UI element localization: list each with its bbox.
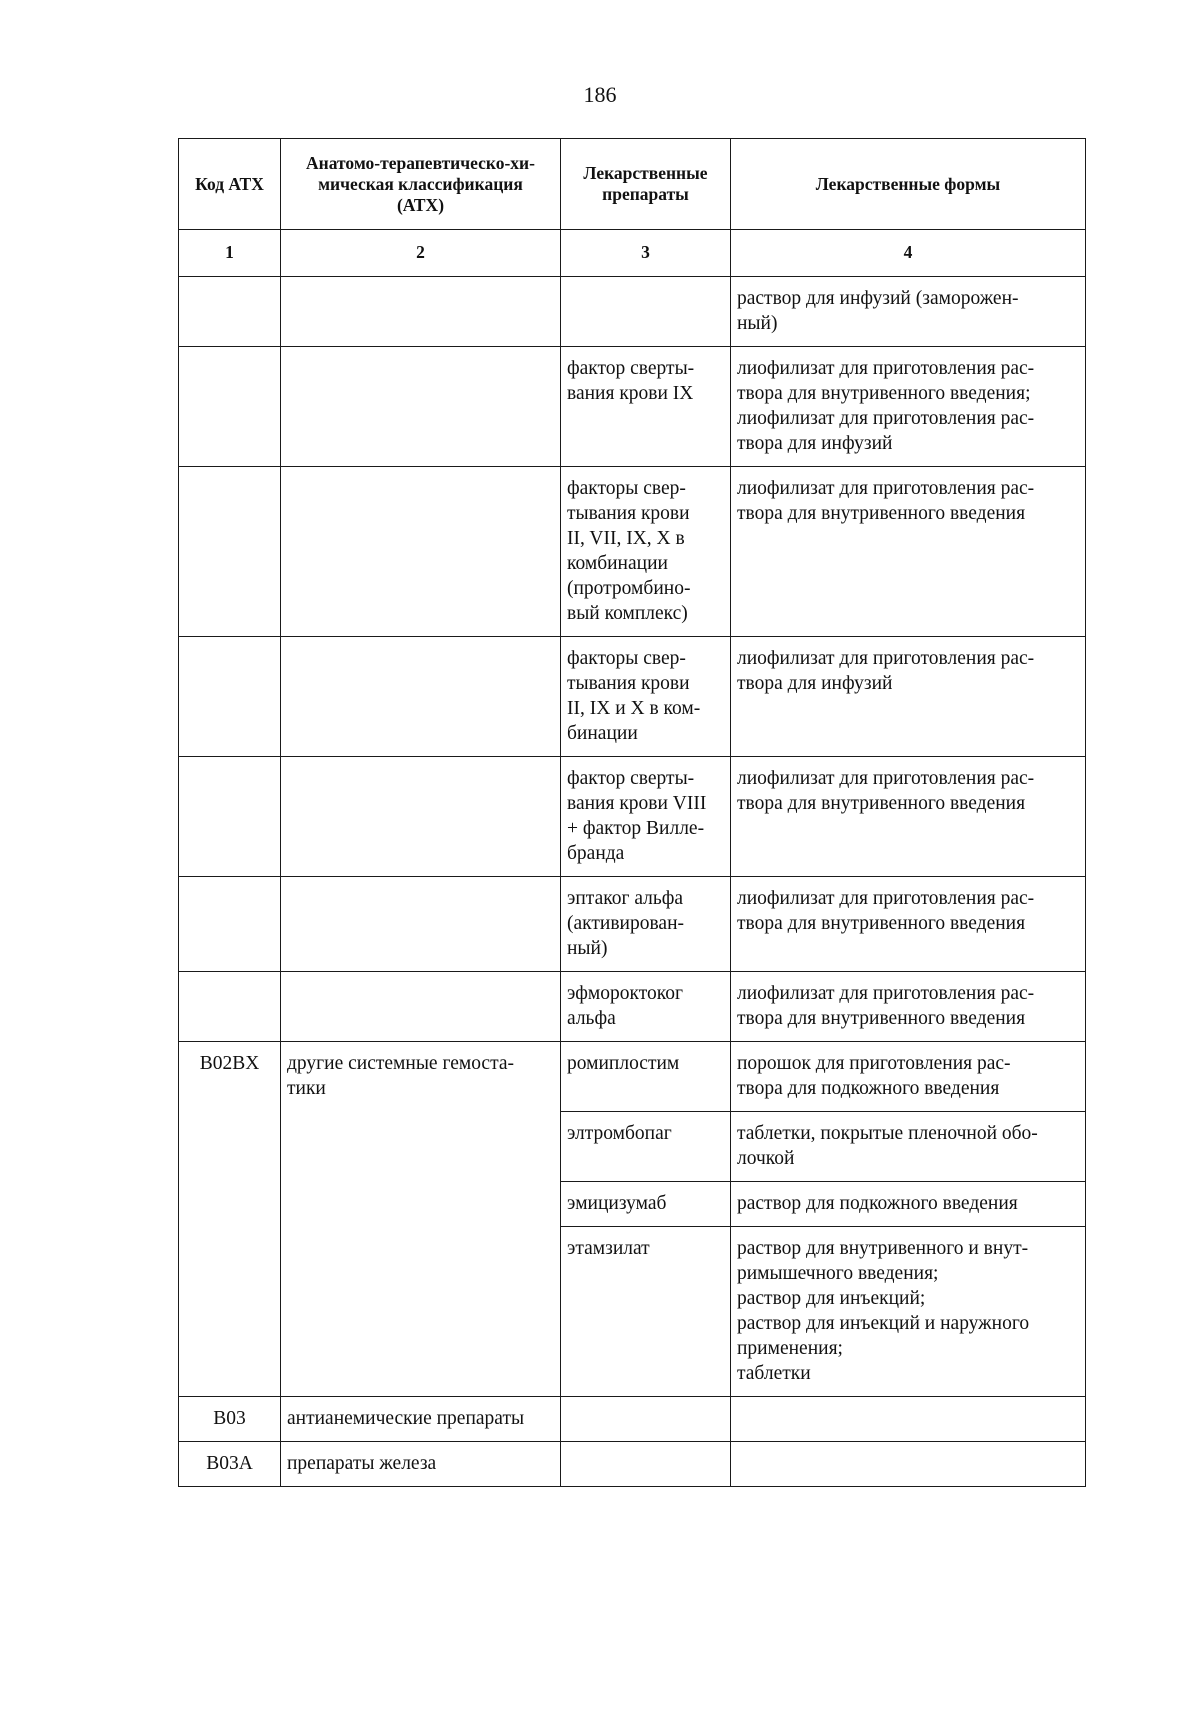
drug-cell bbox=[561, 277, 731, 347]
table-row bbox=[179, 637, 1086, 757]
table-row bbox=[179, 347, 1086, 467]
atx-code-cell bbox=[179, 637, 281, 757]
dosage-form-cell: раствор для подкожного введения bbox=[731, 1182, 1086, 1227]
table-row bbox=[179, 1042, 1086, 1112]
drug-cell: эмицизумаб bbox=[561, 1182, 731, 1227]
classification-cell bbox=[281, 972, 561, 1042]
header-atx-code: Код АТХ bbox=[179, 139, 281, 230]
column-number-row bbox=[179, 230, 1086, 277]
column-number: 1 bbox=[179, 230, 281, 277]
table-row bbox=[179, 277, 1086, 347]
drug-cell: эфмороктоког альфа bbox=[561, 972, 731, 1042]
dosage-form-cell: лиофилизат для приготовления рас- твора для внутривенного введения bbox=[731, 877, 1086, 972]
classification-cell bbox=[281, 277, 561, 347]
drug-cell: эптаког альфа (активирован- ный) bbox=[561, 877, 731, 972]
atx-table bbox=[178, 138, 1086, 1487]
table-row bbox=[179, 877, 1086, 972]
header-dosage-forms: Лекарственные формы bbox=[731, 139, 1086, 230]
drug-cell: фактор сверты- вания крови VIII + фактор Вилле- бранда bbox=[561, 757, 731, 877]
drug-cell: фактор сверты- вания крови IX bbox=[561, 347, 731, 467]
classification-cell bbox=[281, 467, 561, 637]
drug-cell: факторы свер- тывания крови II, IX и X в ком- бинации bbox=[561, 637, 731, 757]
atx-code-cell bbox=[179, 347, 281, 467]
atx-code-cell: B02BX bbox=[179, 1042, 281, 1397]
table-row bbox=[179, 467, 1086, 637]
drug-cell: ромиплостим bbox=[561, 1042, 731, 1112]
table-header-row bbox=[179, 139, 1086, 230]
drug-cell: элтромбопаг bbox=[561, 1112, 731, 1182]
atx-code-cell bbox=[179, 277, 281, 347]
classification-cell: антианемические препараты bbox=[281, 1397, 561, 1442]
dosage-form-cell: таблетки, покрытые пленочной обо- лочкой bbox=[731, 1112, 1086, 1182]
table-row bbox=[179, 1442, 1086, 1487]
atx-code-cell: B03 bbox=[179, 1397, 281, 1442]
dosage-form-cell: порошок для приготовления рас- твора для подкожного введения bbox=[731, 1042, 1086, 1112]
atx-code-cell bbox=[179, 467, 281, 637]
dosage-form-cell bbox=[731, 1442, 1086, 1487]
dosage-form-cell: раствор для внутривенного и внут- римышечного введения; раствор для инъекций; раствор для инъекций и наружного применения; таблетки bbox=[731, 1227, 1086, 1397]
column-number: 3 bbox=[561, 230, 731, 277]
dosage-form-cell: лиофилизат для приготовления рас- твора для внутривенного введения bbox=[731, 757, 1086, 877]
classification-cell: препараты железа bbox=[281, 1442, 561, 1487]
dosage-form-cell: раствор для инфузий (заморожен- ный) bbox=[731, 277, 1086, 347]
header-drugs: Лекарственные препараты bbox=[561, 139, 731, 230]
drug-cell bbox=[561, 1397, 731, 1442]
column-number: 2 bbox=[281, 230, 561, 277]
atx-code-cell bbox=[179, 757, 281, 877]
atx-code-cell bbox=[179, 877, 281, 972]
dosage-form-cell: лиофилизат для приготовления рас- твора для внутривенного введения; лиофилизат для приготовления рас- твора для инфузий bbox=[731, 347, 1086, 467]
atx-code-cell: B03A bbox=[179, 1442, 281, 1487]
dosage-form-cell: лиофилизат для приготовления рас- твора для инфузий bbox=[731, 637, 1086, 757]
drug-cell: этамзилат bbox=[561, 1227, 731, 1397]
page-number: 186 bbox=[583, 82, 617, 107]
classification-cell bbox=[281, 877, 561, 972]
dosage-form-cell: лиофилизат для приготовления рас- твора для внутривенного введения bbox=[731, 467, 1086, 637]
dosage-form-cell bbox=[731, 1397, 1086, 1442]
column-number: 4 bbox=[731, 230, 1086, 277]
classification-cell bbox=[281, 347, 561, 467]
header-classification: Анатомо-терапевтическо-хи- мическая классификация (АТХ) bbox=[281, 139, 561, 230]
classification-cell: другие системные гемоста- тики bbox=[281, 1042, 561, 1397]
atx-code-cell bbox=[179, 972, 281, 1042]
classification-cell bbox=[281, 757, 561, 877]
drug-cell bbox=[561, 1442, 731, 1487]
table-row bbox=[179, 1397, 1086, 1442]
classification-cell bbox=[281, 637, 561, 757]
dosage-form-cell: лиофилизат для приготовления рас- твора для внутривенного введения bbox=[731, 972, 1086, 1042]
table-row bbox=[179, 757, 1086, 877]
drug-cell: факторы свер- тывания крови II, VII, IX, X в комбинации (протромбино- вый комплекс) bbox=[561, 467, 731, 637]
table-row bbox=[179, 972, 1086, 1042]
